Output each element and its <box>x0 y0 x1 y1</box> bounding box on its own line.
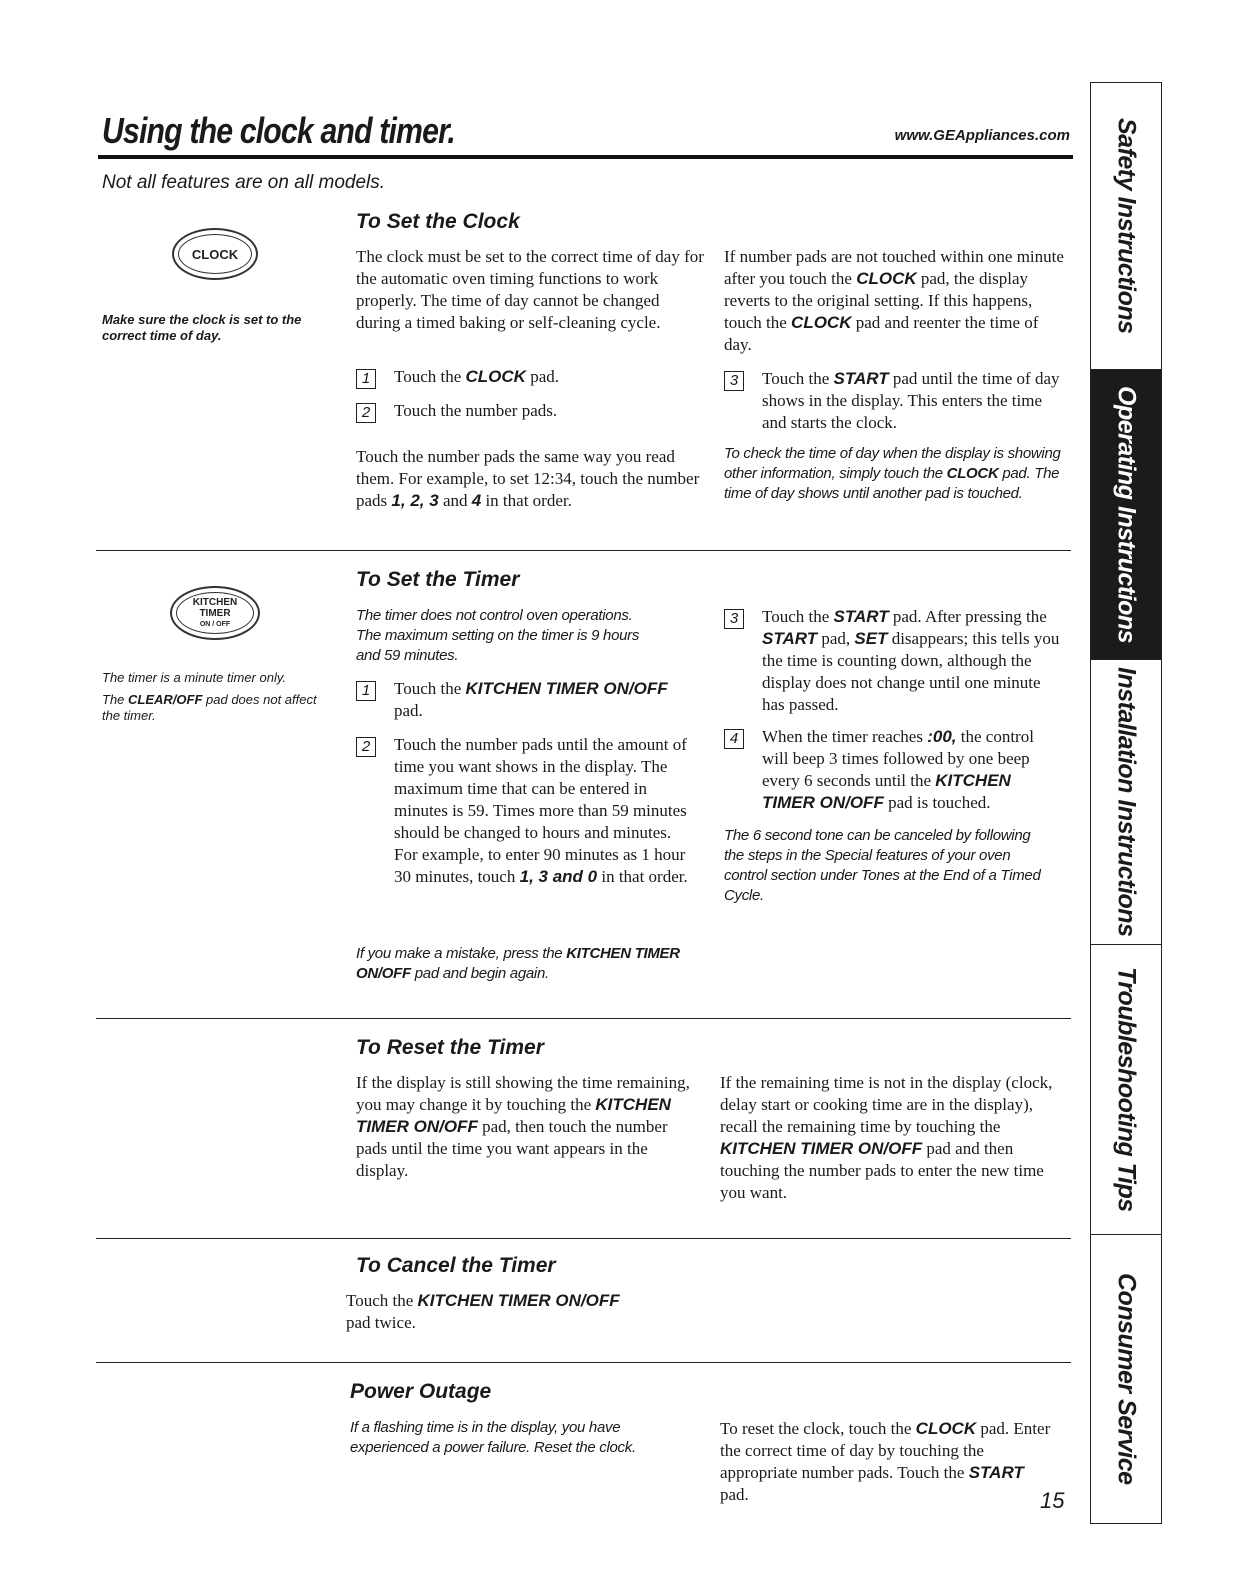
divider <box>96 1362 1071 1363</box>
pad-line-1: KITCHEN <box>192 596 238 608</box>
timer-caption-1: The timer is a minute timer only. <box>102 670 286 685</box>
step-number: 3 <box>724 371 744 391</box>
timer-step-2: 2 Touch the number pads until the amount of time you want shows in the display. The maximum time that can be entered in minutes is 59. Times more than 59 minutes should be changed to hours and minutes. For example, to enter 90 minutes as 1 hour 30 minutes, touch 1, 3 and 0 in that order. <box>356 734 696 888</box>
step-number: 2 <box>356 403 376 423</box>
power-heading: Power Outage <box>350 1380 492 1403</box>
tab-label: Installation Instructions <box>1112 667 1141 937</box>
pad-line-2: TIMER <box>199 607 231 619</box>
page-title: Using the clock and timer. <box>102 110 455 151</box>
divider <box>96 1238 1071 1239</box>
kitchen-timer-pad-icon <box>170 586 260 640</box>
site-url: www.GEAppliances.com <box>894 127 1070 144</box>
clock-pad-label: CLOCK <box>191 246 239 262</box>
timer-step-1: 1 Touch the KITCHEN TIMER ON/OFF pad. <box>356 678 696 722</box>
pad-line-3: ON / OFF <box>199 620 231 628</box>
title-rule <box>98 155 1073 159</box>
clock-note: To check the time of day when the display is showing other information, simply touch the CLOCK pad. The time of day shows until another pad is touched. <box>724 445 1061 502</box>
tab-safety-instructions[interactable] <box>1091 83 1161 370</box>
clock-step-1: 1 Touch the CLOCK pad. <box>356 366 701 389</box>
clock-pad-icon <box>172 228 258 280</box>
clock-heading: To Set the Clock <box>356 210 520 233</box>
timer-caption-2: The CLEAR/OFF pad does not affect the timer. <box>102 692 317 723</box>
timer-note: The timer does not control oven operations. The maximum setting on the timer is 9 hours and 59 minutes. <box>356 607 640 664</box>
cancel-text: Touch the KITCHEN TIMER ON/OFF pad twice. <box>346 1291 620 1332</box>
tab-label: Troubleshooting Tips <box>1112 967 1141 1212</box>
subtitle: Not all features are on all models. <box>102 172 386 193</box>
clock-intro: The clock must be set to the correct time of day for the automatic oven timing functions to work properly. The time of day cannot be changed during a timed baking or self-cleaning cycle. <box>356 247 704 332</box>
divider <box>96 1018 1071 1019</box>
tab-operating-instructions[interactable] <box>1091 370 1161 660</box>
cancel-heading: To Cancel the Timer <box>356 1254 556 1277</box>
power-right-text: To reset the clock, touch the CLOCK pad. Enter the correct time of day by touching the appropriate number pads. Touch the START pad. <box>720 1419 1051 1504</box>
tab-troubleshooting-tips[interactable] <box>1091 945 1161 1235</box>
reset-left-text: If the display is still showing the time remaining, you may change it by touching the KITCHEN TIMER ON/OFF pad, then touch the number pads until the time you want appears in the display. <box>356 1073 690 1180</box>
divider <box>96 550 1071 551</box>
tab-label: Safety Instructions <box>1112 118 1141 334</box>
step-number: 4 <box>724 729 744 749</box>
power-note: If a flashing time is in the display, you have experienced a power failure. Reset the clock. <box>350 1419 636 1456</box>
timer-step-3: 3 Touch the START pad. After pressing the START pad, SET disappears; this tells you the time is counting down, although the display does not change until one minute has passed. <box>724 606 1064 716</box>
reset-right-text: If the remaining time is not in the display (clock, delay start or cooking time are in the display), recall the remaining time by touching the KITCHEN TIMER ON/OFF pad and then touching the number pads to enter the new time you want. <box>720 1073 1053 1202</box>
clock-howto: Touch the number pads the same way you read them. For example, to set 12:34, touch the number pads 1, 2, 3 and 4 in that order. <box>356 447 700 510</box>
clock-step-2: 2 Touch the number pads. <box>356 400 701 423</box>
tab-installation-instructions[interactable] <box>1091 660 1161 945</box>
step-number: 2 <box>356 737 376 757</box>
reset-heading: To Reset the Timer <box>356 1036 544 1059</box>
step-number: 3 <box>724 609 744 629</box>
timer-step-4: 4 When the timer reaches :00, the control will beep 3 times followed by one beep every 6 seconds until the KITCHEN TIMER ON/OFF pad is touched. <box>724 726 1064 814</box>
tab-label: Operating Instructions <box>1112 385 1141 644</box>
clock-caption: Make sure the clock is set to the correct time of day. <box>102 312 302 343</box>
clock-right-text: If number pads are not touched within one minute after you touch the CLOCK pad, the display reverts to the original setting. If this happens, touch the CLOCK pad and reenter the time of day. <box>724 247 1064 354</box>
page-number: 15 <box>1040 1488 1065 1513</box>
timer-tone-note: The 6 second tone can be canceled by following the steps in the Special features of your oven control section under Tones at the End of a Timed Cycle. <box>724 827 1041 904</box>
tab-consumer-service[interactable] <box>1091 1235 1161 1523</box>
step-number: 1 <box>356 369 376 389</box>
timer-heading: To Set the Timer <box>356 568 520 591</box>
timer-mistake-note: If you make a mistake, press the KITCHEN TIMER ON/OFF pad and begin again. <box>356 945 680 982</box>
section-tabs <box>1090 82 1162 1524</box>
clock-step-3: 3 Touch the START pad until the time of day shows in the display. This enters the time and starts the clock. <box>724 368 1069 434</box>
tab-label: Consumer Service <box>1112 1273 1141 1485</box>
step-number: 1 <box>356 681 376 701</box>
